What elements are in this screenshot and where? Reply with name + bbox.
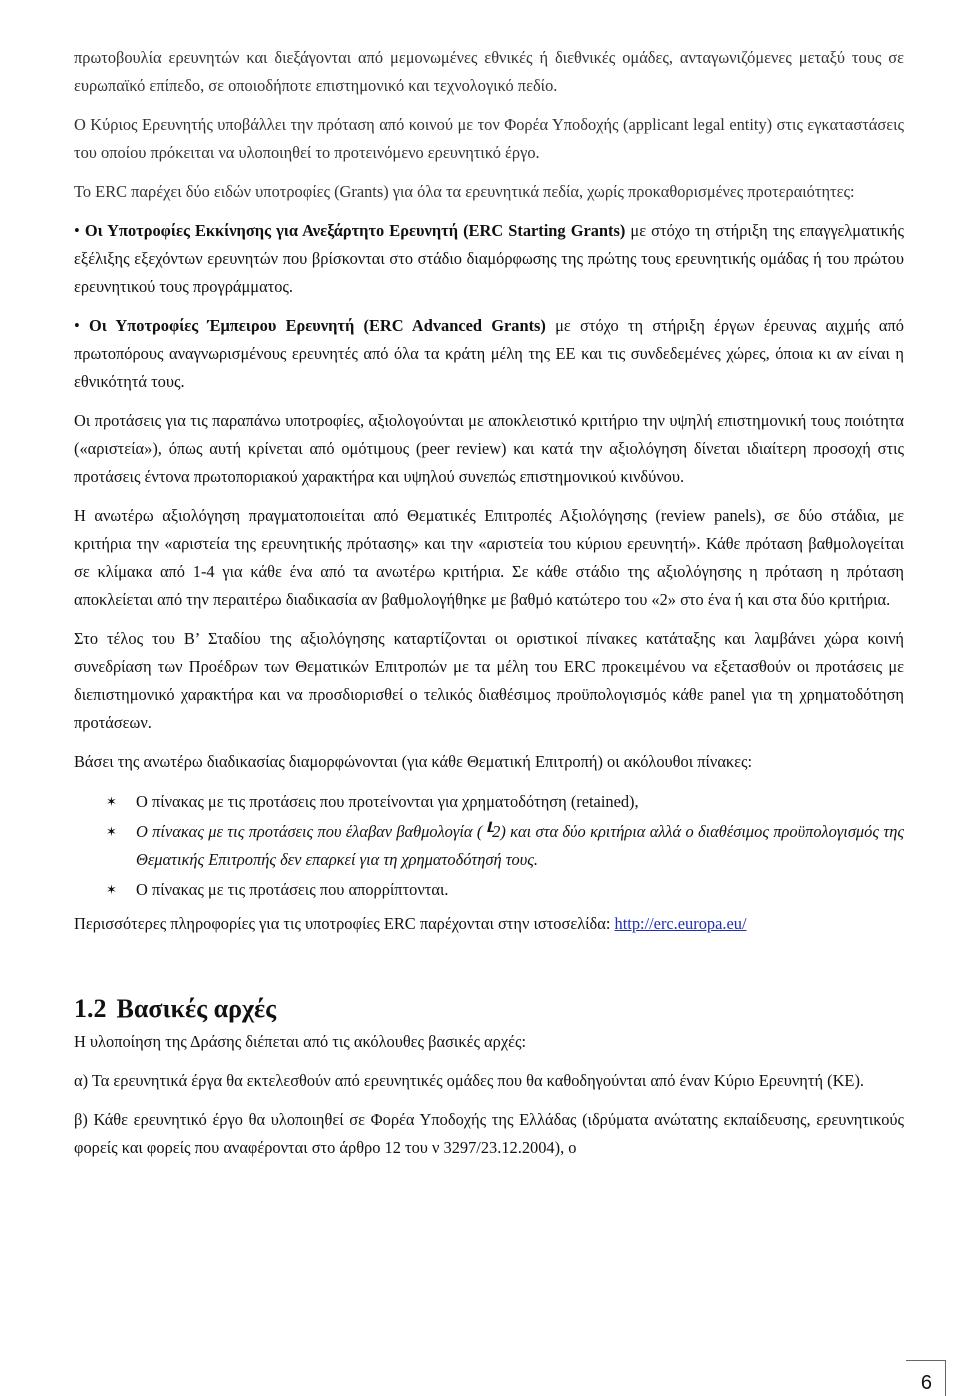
paragraph-erc-grants: Το ERC παρέχει δύο ειδών υποτροφίες (Grants) για όλα τα ερευνητικά πεδία, χωρίς προκαθορισμένες προτεραιότητες: bbox=[74, 182, 855, 201]
page-number: 6 bbox=[920, 1372, 932, 1394]
paragraph-evaluation-criteria: Οι προτάσεις για τις παραπάνω υποτροφίες, αξιολογούνται με αποκλειστικό κριτήριο την υψηλή επιστημονική τους ποιότητα («αριστεία»), όπως αυτή κρίνεται από ομότιμους (peer review) και κατά την αξιολόγηση δίνεται ιδιαίτερη προσοχή στις προτάσεις έντονα πρωτοποριακού χαρακτήρα και υψηλού συνεπώς επιστημονικού κινδύνου. bbox=[74, 411, 904, 486]
paragraph-tables-intro: Βάσει της ανωτέρω διαδικασίας διαμορφώνονται (για κάθε Θεματική Επιτροπή) οι ακόλουθοι πίνακες: bbox=[74, 752, 753, 771]
bullet-marker: • bbox=[74, 221, 80, 240]
star-item-reserve bbox=[74, 818, 904, 874]
paragraph-intro-continuation: πρωτοβουλία ερευνητών και διεξάγονται από μεμονωμένες εθνικές ή διεθνικές ομάδες, ανταγωνιζόμενες μεταξύ τους σε ευρωπαϊκό επίπεδο, σε οποιοδήποτε επιστημονικό και τεχνολογικό πεδίο. bbox=[74, 48, 904, 95]
paragraph-more-info bbox=[74, 910, 904, 938]
star-item-retained-text: Ο πίνακας με τις προτάσεις που προτείνονται για χρηματοδότηση (retained), bbox=[136, 792, 639, 811]
document-page bbox=[74, 44, 904, 1162]
paragraph-review-panels: Η ανωτέρω αξιολόγηση πραγματοποιείται από Θεματικές Επιτροπές Αξιολόγησης (review panels), σε δύο στάδια, με κριτήρια την «αριστεία της ερευνητικής πρότασης» και την «αριστεία του κύριου ερευνητή». Κάθε πρόταση βαθμολογείται σε κλίμακα από 1-4 για κάθε ένα από τα ανωτέρω κριτήρια. Σε κάθε στάδιο της αξιολόγησης η πρόταση η πρόταση αποκλείεται από την περαιτέρω διαδικασία αν βαθμολογήθηκε με βαθμό κατώτερο του «2» στο ένα ή και στα δύο κριτήρια. bbox=[74, 506, 904, 609]
bullet-advanced-grants-text: με στόχο τη στήριξη έργων έρευνας αιχμής από πρωτοπόρους αναγνωρισμένους ερευνητές από όλα τα κράτη μέλη της ΕΕ και τις συνδεδεμένες χώρες, όποια κι αν είναι η εθνικότητά τους. bbox=[74, 316, 904, 391]
paragraph-principles-intro: Η υλοποίηση της Δράσης διέπεται από τις ακόλουθες βασικές αρχές: bbox=[74, 1032, 527, 1051]
paragraph-principle-a: α) Τα ερευνητικά έργα θα εκτελεσθούν από ερευνητικές ομάδες που θα καθοδηγούνται από έναν Κύριο Ερευνητή (ΚΕ). bbox=[74, 1071, 864, 1090]
section-title: Βασικές αρχές bbox=[116, 994, 277, 1023]
paragraph-final-rankings: Στο τέλος του Β’ Σταδίου της αξιολόγησης καταρτίζονται οι οριστικοί πίνακες κατάταξης και λαμβάνει χώρα κοινή συνεδρίαση των Προέδρων των Θεματικών Επιτροπών με τα μέλη του ERC προκειμένου να εξετασθούν οι προτάσεις με διεπιστημονικό χαρακτήρα και να προσδιορισθεί ο τελικός διαθέσιμος προϋπολογισμός κάθε panel για τη χρηματοδότηση προτάσεων. bbox=[74, 629, 904, 732]
bullet-advanced-grants bbox=[74, 312, 904, 396]
bullet-advanced-grants-title: Οι Υποτροφίες Έμπειρου Ερευνητή (ERC Advanced Grants) bbox=[88, 316, 546, 335]
section-heading bbox=[74, 992, 904, 1026]
star-bullet-icon: ✶ bbox=[106, 794, 117, 809]
star-item-rejected bbox=[74, 876, 904, 904]
star-bullet-icon: ✶ bbox=[106, 882, 117, 897]
paragraph-principal-investigator: Ο Κύριος Ερευνητής υποβάλλει την πρόταση από κοινού με τον Φορέα Υποδοχής (applicant legal entity) στις εγκαταστάσεις του οποίου πρόκειται να υλοποιηθεί το προτεινόμενο ερευνητικό έργο. bbox=[74, 115, 904, 162]
star-item-rejected-text: Ο πίνακας με τις προτάσεις που απορρίπτονται. bbox=[136, 880, 449, 899]
bullet-starting-grants-title: Οι Υποτροφίες Εκκίνησης για Ανεξάρτητο Ερευνητή (ERC Starting Grants) bbox=[84, 221, 626, 240]
bullet-marker: • bbox=[74, 316, 80, 335]
bullet-starting-grants-text: με στόχο τη στήριξη της επαγγελματικής εξέλιξης εξεχόντων ερευνητών που βρίσκονται στο στάδιο διαμόρφωσης της πρώτης τους ερευνητικής ομάδας ή του πρώτου ερευνητικού τους προγράμματος. bbox=[74, 221, 904, 296]
more-info-text: Περισσότερες πληροφορίες για τις υποτροφίες ERC παρέχονται στην ιστοσελίδα: bbox=[74, 914, 615, 933]
star-item-retained bbox=[74, 788, 904, 816]
page-corner-vertical-line bbox=[945, 1360, 946, 1396]
star-bullet-icon: ✶ bbox=[106, 824, 117, 839]
paragraph-principle-b: β) Κάθε ερευνητικό έργο θα υλοποιηθεί σε Φορέα Υποδοχής της Ελλάδας (ιδρύματα ανώτατης εκπαίδευσης, ερευνητικούς φορείς και φορείς που αναφέρονται στο άρθρο 12 του ν 3297/23.12.2004), ο bbox=[74, 1110, 904, 1157]
star-item-reserve-text: Ο πίνακας με τις προτάσεις που έλαβαν βαθμολογία (┖2) και στα δύο κριτήρια αλλά ο διαθέσιμος προϋπολογισμός της Θεματικής Επιτροπής δεν επαρκεί για τη χρηματοδότησή τους. bbox=[136, 822, 904, 869]
page-corner-horizontal-line bbox=[906, 1360, 946, 1361]
erc-website-link[interactable]: http://erc.europa.eu/ bbox=[614, 914, 747, 933]
bullet-starting-grants bbox=[74, 217, 904, 301]
section-number: 1.2 bbox=[74, 994, 107, 1023]
